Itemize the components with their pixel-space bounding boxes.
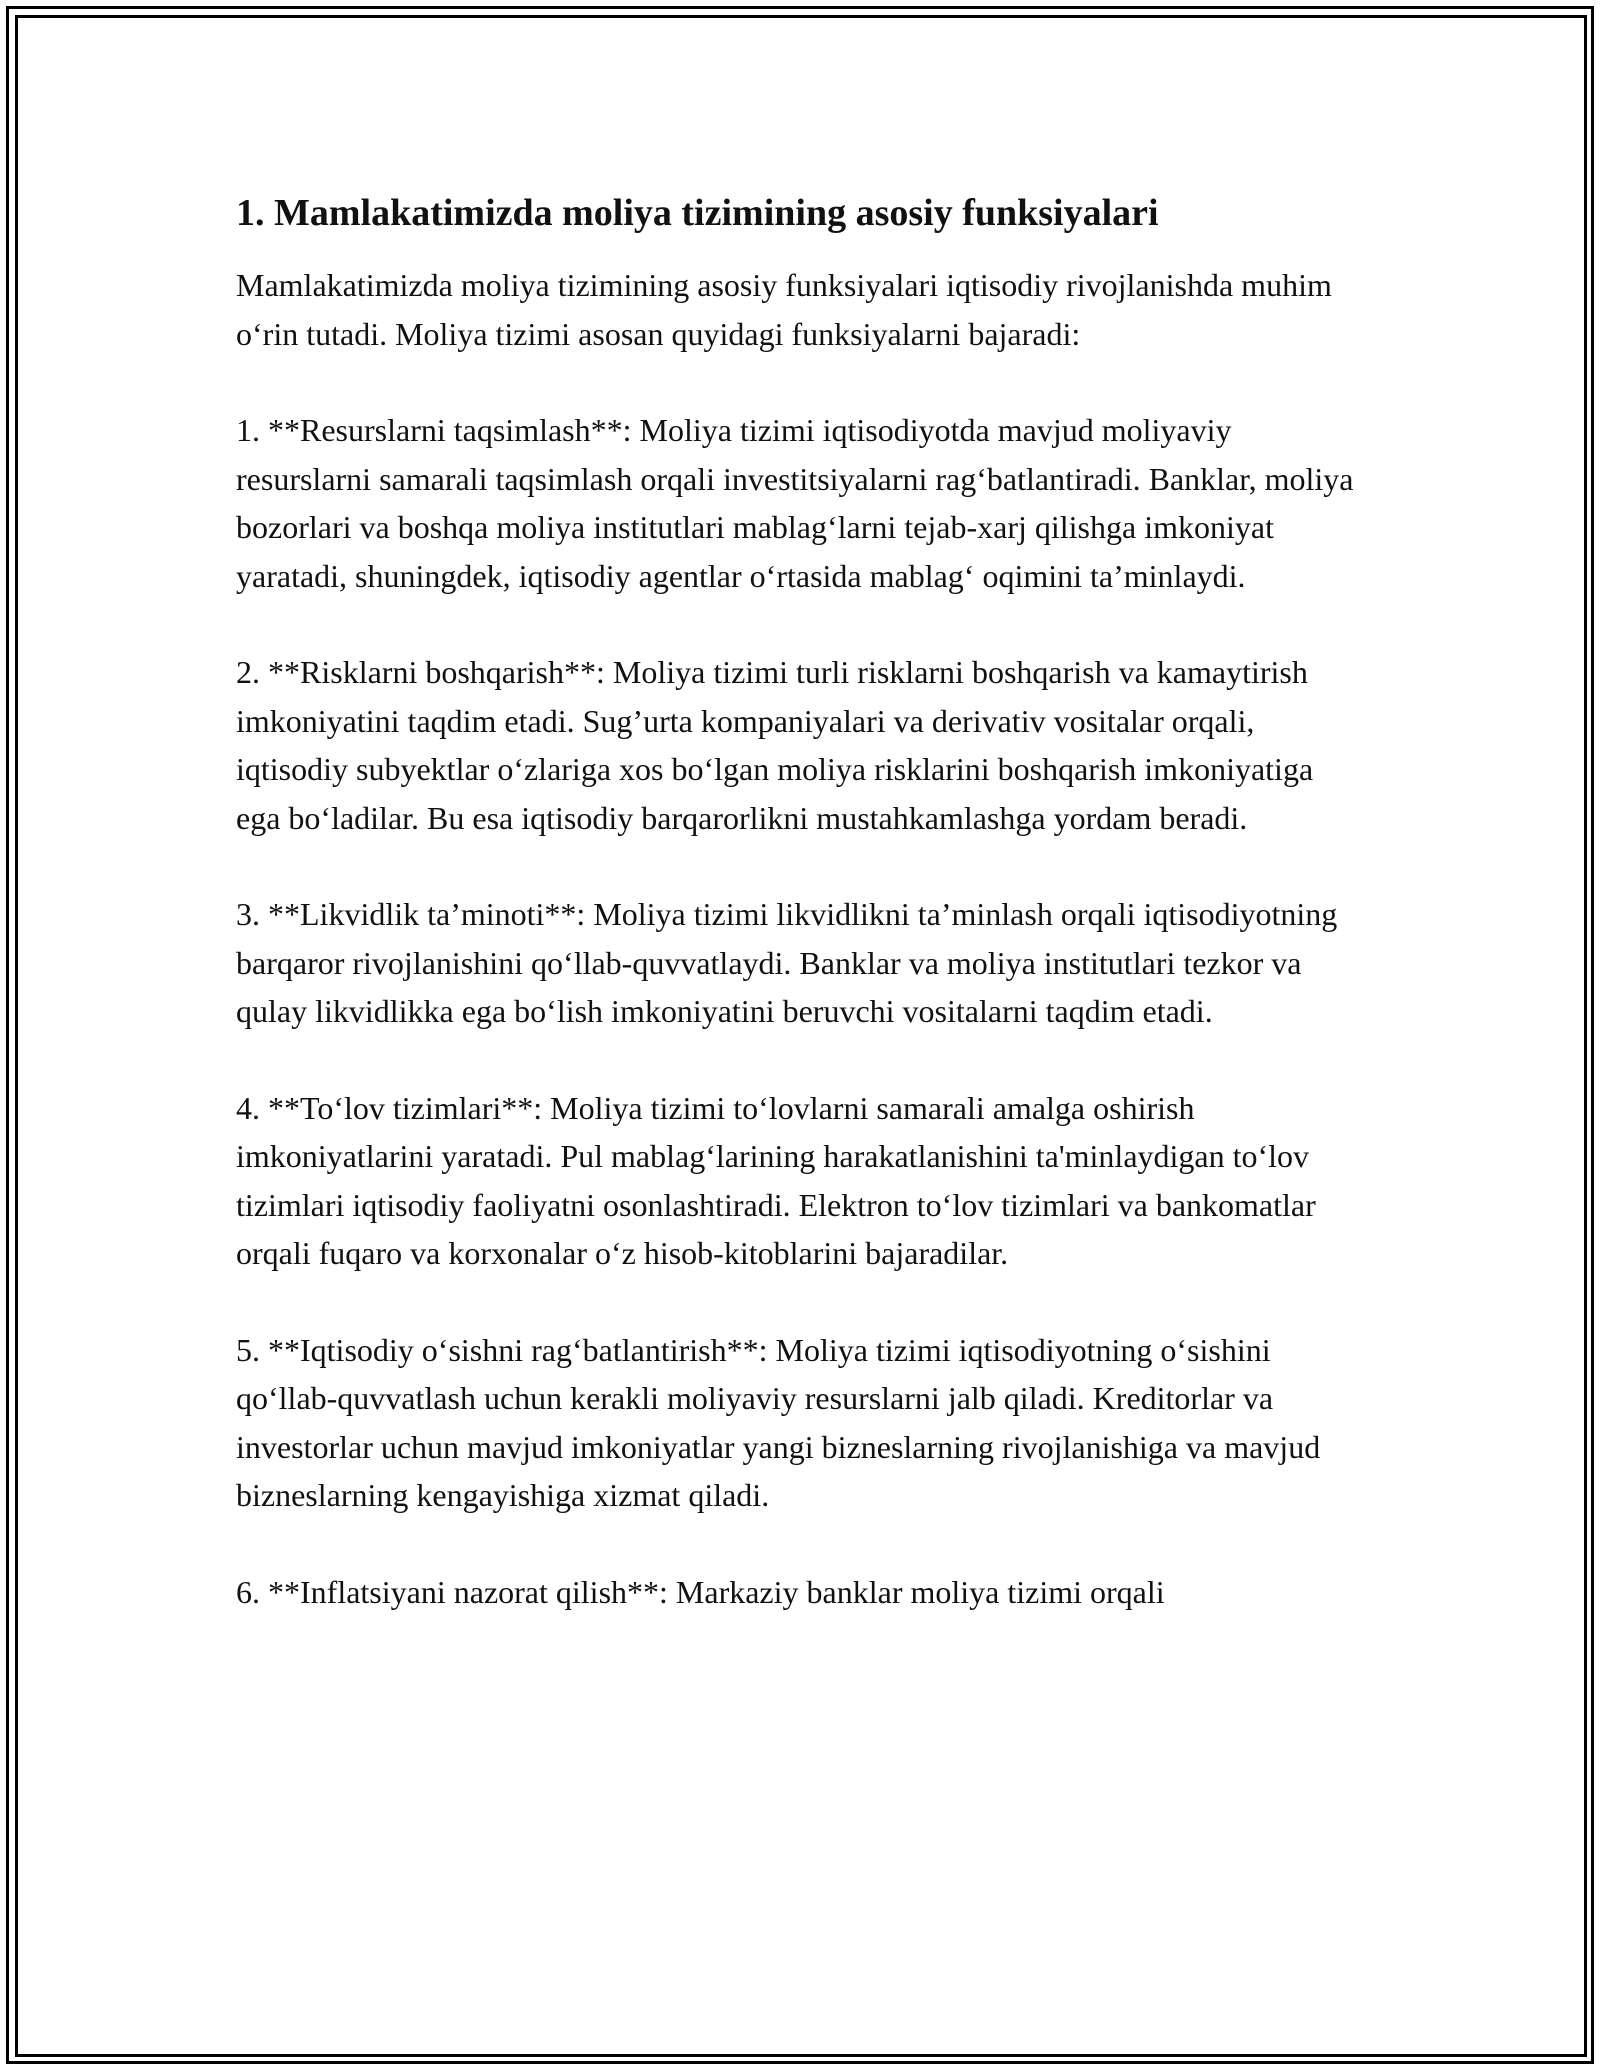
intro-paragraph: Mamlakatimizda moliya tizimining asosiy funksiyalari iqtisodiy rivojlanishda muhim o‘rin tutadi. Moliya tizimi asosan quyidagi funksiyalarni bajaradi: — [236, 267, 1332, 352]
document-title: 1. Mamlakatimizda moliya tizimining asosiy funksiyalari — [236, 192, 1159, 234]
list-item-liquidity: 3. **Likvidlik ta’minoti**: Moliya tizimi likvidlikni ta’minlash orqali iqtisodiyotning barqaror rivojlanishini qo‘llab-quvvatlaydi. Banklar va moliya institutlari tezkor va qulay likvidlikka ega bo‘lish imkoniyatini beruvchi vositalarni taqdim etadi. — [236, 896, 1338, 1029]
list-item-inflation-control: 6. **Inflatsiyani nazorat qilish**: Markaziy banklar moliya tizimi orqali — [236, 1573, 1165, 1610]
list-item-economic-growth: 5. **Iqtisodiy o‘sishni rag‘batlantirish**: Moliya tizimi iqtisodiyotning o‘sishini qo‘llab-quvvatlash uchun kerakli moliyaviy resurslarni jalb qiladi. Kreditorlar va investorlar uchun mavjud imkoniyatlar yangi bizneslarning rivojlanishiga va mavjud bizneslarning kengayishiga xizmat qiladi. — [236, 1331, 1321, 1513]
document-body — [236, 185, 1356, 1616]
list-item-payment-systems: 4. **To‘lov tizimlari**: Moliya tizimi to‘lovlarni samarali amalga oshirish imkoniyatlarini yaratadi. Pul mablag‘larining harakatlanishini ta'minlaydigan to‘lov tizimlari iqtisodiy faoliyatni osonlashtiradi. Elektron to‘lov tizimlari va bankomatlar orqali fuqaro va korxonalar o‘z hisob-kitoblarini bajaradilar. — [236, 1089, 1316, 1271]
list-item-risk-management: 2. **Risklarni boshqarish**: Moliya tizimi turli risklarni boshqarish va kamaytirish imkoniyatini taqdim etadi. Sug’urta kompaniyalari va derivativ vositalar orqali, iqtisodiy subyektlar o‘zlariga xos bo‘lgan moliya risklarini boshqarish imkoniyatiga ega bo‘ladilar. Bu esa iqtisodiy barqarorlikni mustahkamlashga yordam beradi. — [236, 654, 1314, 836]
list-item-resource-allocation: 1. **Resurslarni taqsimlash**: Moliya tizimi iqtisodiyotda mavjud moliyaviy resurslarni samarali taqsimlash orqali investitsiyalarni rag‘batlantiradi. Banklar, moliya bozorlari va boshqa moliya institutlari mablag‘larni tejab-xarj qilishga imkoniyat yaratadi, shuningdek, iqtisodiy agentlar o‘rtasida mablag‘ oqimini ta’minlaydi. — [236, 412, 1354, 594]
